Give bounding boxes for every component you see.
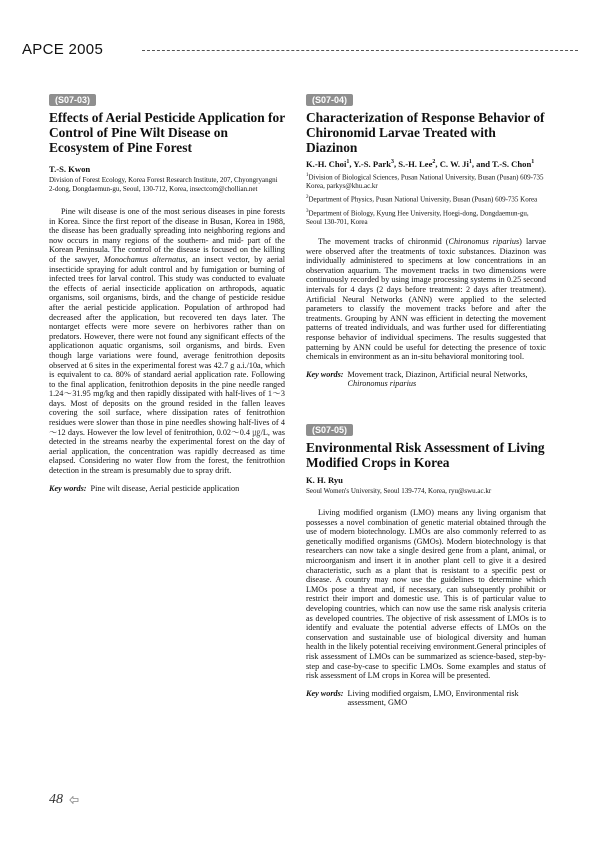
keywords [49, 484, 285, 494]
affil-mark: 2 [432, 159, 436, 166]
affil-mark: 1 [468, 159, 472, 166]
session-tag: (S07-04) [306, 94, 353, 106]
keywords [306, 689, 546, 708]
keywords-label: Key words: [306, 688, 344, 698]
author-name: , Y.-S. Park [349, 159, 391, 169]
affiliation-2: $^2$Department of Physics, Pusan National University, Busan (Pusan) 609-735 Korea [306, 195, 538, 204]
author-name: , S.-H. Lee [393, 159, 433, 169]
species-name: Chironomus riparius [448, 236, 520, 246]
article-title: Effects of Aerial Pesticide Application for Control of Pine Wilt Disease on Ecosystem of Pine Forest [49, 110, 285, 155]
affiliation-text: Division of Biological Sciences, Pusan National University, Busan (Pusan) 609-735 Korea, parkys@khu.ac.kr [306, 173, 544, 191]
abstract [306, 237, 546, 362]
affiliation-1: $^1$Division of Biological Sciences, Pusan National University, Busan (Pusan) 609-735 Korea, parkys@khu.ac.kr [306, 173, 544, 191]
keywords-label: Key words: [49, 483, 87, 493]
article-s07-04 [306, 90, 546, 389]
keywords-text: Movement track, Diazinon, Artificial neural Networks, [347, 369, 528, 379]
header-rule [142, 50, 578, 51]
keywords-species: Chironomus riparius [347, 379, 417, 389]
article-s07-05 [306, 420, 546, 708]
left-arrow-icon [69, 796, 79, 804]
author-line: T.-S. Kwon [49, 164, 91, 174]
author-name: , and T.-S. Chon [471, 159, 532, 169]
keywords [306, 370, 546, 389]
article-title: Characterization of Response Behavior of Chironomid Larvae Treated with Diazinon [306, 110, 545, 155]
affiliation-text: Department of Physics, Pusan National University, Busan (Pusan) 609-735 Korea [308, 195, 538, 204]
article-s07-03 [49, 90, 285, 493]
author-line [306, 159, 546, 169]
affiliation-3: $^3$Department of Biology, Kyung Hee University, Hoegi-dong, Dongdaemun-gu, Seoul 130-701, Korea [306, 208, 529, 226]
running-header [22, 41, 578, 61]
affiliation-text: Department of Biology, Kyung Hee University, Hoegi-dong, Dongdaemun-gu, Seoul 130-701, Korea [306, 208, 529, 226]
conference-title: APCE 2005 [22, 41, 104, 58]
affiliation: Seoul Women's University, Seoul 139-774, Korea, ryu@swu.ac.kr [306, 487, 492, 495]
abstract: Living modified organism (LMO) means any living organism that possesses a novel combination of genetic material obtained through the use of modern biotechnology. LMOs are also commonly referred to as genetically modified organisms (GMOs). Modern biotechnology is that researchers can now take a single desired gene from a plant, animal, or microorganism and insert it in another plant cell to give it a desired characteristic, such as a plant that is resistant to a specific pest or disease. A country may now use the guidelines to determine which LMOs pose a threat and, if necessary, can subsequently prohibit or restrict their import and domestic use. This is of particular value to developing countries, which can now use the same risk analysis criteria as developed countries. The objective of risk assessment of LMOs is to identify and evaluate the potential adverse effects of LMOs on the conservation and sustainable use of biological diversity and human health in the likely potential receiving environment.General principles of risk assessment of LMOs can be summarized as science-based, step-by-step and case-by-case to specific LMOs. Some examples and status of risk assessment of LM crops in Korea will be presented. [306, 508, 546, 681]
session-tag: (S07-03) [49, 94, 96, 106]
keywords-value: Pine wilt disease, Aerial pesticide application [90, 483, 240, 493]
affil-mark: 1 [346, 159, 350, 166]
keywords-value: Living modified orgaism, LMO, Environmental risk assessment, GMO [347, 688, 519, 708]
abstract-text-continued: , an insect vector, by aerial insecticide spraying for adult control and by fumigation or burning of infected trees for larval control. This study was conducted to evaluate the effects of aerial insecticide application on arthropods, aquatic organisms, soil organisms, birds, and the change of pesticide residue after the aerial pesticide application. Population of arthropod had decreased after the application, but recovered ten days later. The nontarget effects were more severe on herbivores rather than on predators. However, there were not found any significant effects of the applicationon aquatic organisms, soil organisms, and birds. Even though large variations were found, average fenitrothion deposits observed at 6 sites in the experimental forest was 42.7 g a.i./10a, which is equivalent to ca. 80% of standard aerial application rate. Following to the final application, fenitrothion deposits in the pine needle ranged 1.24～31.95 mg/kg and then rapidly dissipated with half-lives of 1～3 days. Most of deposits on the ground resided in the fallen leaves covering the soil surface, where dissipation rates of fenitrothion residues were slower than those in pine needles showing half-lives of 4～12 days. However the low level of fenitrothion, 0.02～0.4 ㎍/L, was detected in the streams nearby the experimental forest on the day of aerial application, the concentration was rapidly decreased as time elapsed. Considering no water flow from the forest, the fenitrothion detection in the stream is presumably due to spray drift. [49, 254, 285, 476]
author-name: K.-H. Choi [306, 159, 347, 169]
affiliation: Division of Forest Ecology, Korea Forest Research Institute, 207, Chyongryangni 2-dong, Dongdaemun-gu, Seoul, 130-712, Korea, insectcom@chollian.net [49, 176, 278, 193]
page-number: 48 [49, 792, 63, 807]
abstract-text-continued: ) larvae were observed after the treatments of toxic substances. Diazinon was individually administered to specimens at low concentrations in an observation aquarium. The movement tracks in two dimensions were continuously recorded by using image processing systems in 0.25 second intervals for 4 days (2 days before treatment: 2 days after treatment). Artificial Neural Networks (ANN) were applied to the selected parameters to classify the movement tracks before and after the treatments. Grouping by ANN was efficient in detecting the movement patterns of treated individuals, and was further used for differentiating response behavior of individual specimens. The results suggested that patterning by ANN could be useful for detecting the presence of toxic chemicals in environment as an in-situ behavioral monitoring tool. [306, 236, 546, 362]
abstract-text: Pine wilt disease is one of the most serious diseases in pine forests in Korea. Since the first report of the disease in Busan, Korea in 1988, the disease has been gradually spreading into neighboring regions and now occurs in many regions of the southern- and mid- part of the Korean Peninsula. The control of the disease is focused on the killing of the sawyer, [49, 207, 285, 264]
author-name: , C. W. Ji [435, 159, 469, 169]
article-title: Environmental Risk Assessment of Living Modified Crops in Korea [306, 440, 545, 470]
species-name: Monochamus alternatus [103, 254, 186, 264]
session-tag: (S07-05) [306, 424, 353, 436]
abstract-text: The movement tracks of chironmid ( [318, 236, 449, 246]
author-line: K. H. Ryu [306, 475, 343, 485]
keywords-value [348, 370, 546, 389]
affil-mark: 1 [531, 159, 535, 166]
affil-mark: 3 [390, 159, 394, 166]
abstract [49, 207, 285, 476]
keywords-label: Key words: [306, 369, 344, 379]
